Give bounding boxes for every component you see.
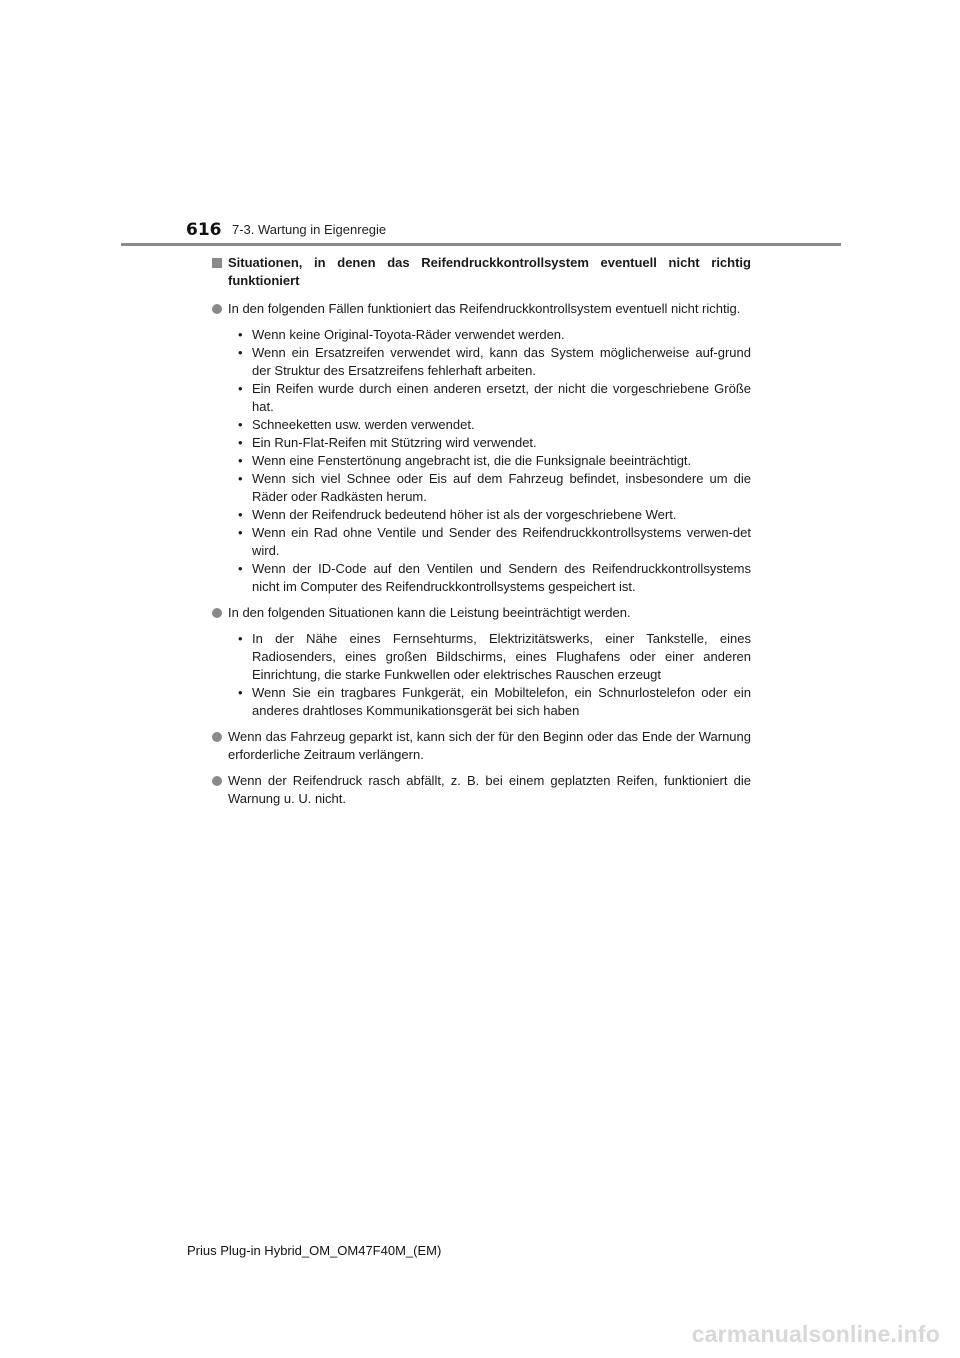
sub-marker: • — [238, 435, 243, 450]
sub-item — [238, 380, 751, 416]
sub-item-text: Ein Reifen wurde durch einen anderen ersetzt, der nicht die vorgeschriebene Größe hat. — [252, 381, 751, 414]
sub-item-text: Wenn der ID-Code auf den Ventilen und Sendern des Reifendruckkontrollsystems nicht im Computer des Reifendruckkontrollsystems gespeichert ist. — [252, 561, 751, 594]
sub-item — [238, 684, 751, 720]
sub-item-text: Wenn ein Rad ohne Ventile und Sender des Reifendruckkontrollsystems verwen-det wird. — [252, 525, 751, 558]
sub-item — [238, 434, 751, 452]
sub-item — [238, 560, 751, 596]
section-heading-text: Situationen, in denen das Reifendruckkontrollsystem eventuell nicht richtig funktioniert — [228, 255, 751, 288]
bullet-item — [210, 772, 751, 808]
sub-item-text: Schneeketten usw. werden verwendet. — [252, 417, 475, 432]
sub-marker: • — [238, 507, 243, 522]
bullet-text: Wenn der Reifendruck rasch abfällt, z. B. bei einem geplatzten Reifen, funktioniert die Warnung u. U. nicht. — [228, 773, 751, 806]
sub-item-text: Wenn der Reifendruck bedeutend höher ist als der vorgeschriebene Wert. — [252, 507, 677, 522]
sub-item — [238, 524, 751, 560]
sub-item-text: Ein Run-Flat-Reifen mit Stützring wird verwendet. — [252, 435, 537, 450]
sub-marker: • — [238, 685, 243, 700]
sub-item-text: Wenn sich viel Schnee oder Eis auf dem Fahrzeug befindet, insbesondere um die Räder oder Radkästen herum. — [252, 471, 751, 504]
sub-item-text: Wenn keine Original-Toyota-Räder verwendet werden. — [252, 327, 565, 342]
sub-item-text: Wenn Sie ein tragbares Funkgerät, ein Mobiltelefon, ein Schnurlostelefon oder ein anderes drahtloses Kommunikationsgerät bei sich haben — [252, 685, 751, 718]
bullet-item — [210, 604, 751, 622]
sub-item — [238, 470, 751, 506]
sub-list — [238, 326, 751, 596]
sub-marker: • — [238, 453, 243, 468]
sub-item-text: Wenn ein Ersatzreifen verwendet wird, kann das System möglicherweise auf-grund der Struktur des Ersatzreifens fehlerhaft arbeiten. — [252, 345, 751, 378]
section-title: 7-3. Wartung in Eigenregie — [232, 222, 387, 237]
bullet-item — [210, 728, 751, 764]
bullet-text: Wenn das Fahrzeug geparkt ist, kann sich der für den Beginn oder das Ende der Warnung erforderliche Zeitraum verlängern. — [228, 729, 751, 762]
sub-item — [238, 344, 751, 380]
sub-item — [238, 506, 751, 524]
sub-marker: • — [238, 381, 243, 396]
circle-bullet-icon — [212, 304, 222, 314]
sub-marker: • — [238, 631, 243, 646]
bullet-text: In den folgenden Situationen kann die Leistung beeinträchtigt werden. — [228, 605, 631, 620]
sub-item — [238, 452, 751, 470]
sub-marker: • — [238, 345, 243, 360]
sub-marker: • — [238, 525, 243, 540]
circle-bullet-icon — [212, 608, 222, 618]
sub-marker: • — [238, 471, 243, 486]
square-bullet-icon — [212, 258, 222, 268]
sub-item — [238, 416, 751, 434]
circle-bullet-icon — [212, 776, 222, 786]
sub-item-text: In der Nähe eines Fernsehturms, Elektrizitätswerks, einer Tankstelle, eines Radiosenders, eines großen Bildschirms, eines Flughafens oder einer anderen Einrichtung, die starke Funkwellen oder elektrisches Rauschen erzeugt — [252, 631, 751, 682]
sub-list — [238, 630, 751, 720]
sub-item — [238, 326, 751, 344]
page-content — [210, 254, 751, 816]
section-heading — [210, 254, 751, 290]
bullet-item — [210, 300, 751, 318]
bullet-text: In den folgenden Fällen funktioniert das Reifendruckkontrollsystem eventuell nicht richtig. — [228, 301, 741, 316]
sub-marker: • — [238, 327, 243, 342]
header-rule — [121, 243, 841, 246]
sub-item — [238, 630, 751, 684]
footer-document-id: Prius Plug-in Hybrid_OM_OM47F40M_(EM) — [187, 1243, 442, 1258]
sub-marker: • — [238, 417, 243, 432]
circle-bullet-icon — [212, 732, 222, 742]
page-number: 616 — [186, 220, 222, 240]
sub-item-text: Wenn eine Fenstertönung angebracht ist, die die Funksignale beeinträchtigt. — [252, 453, 692, 468]
watermark: carmanualsonline.info — [691, 1321, 940, 1347]
sub-marker: • — [238, 561, 243, 576]
